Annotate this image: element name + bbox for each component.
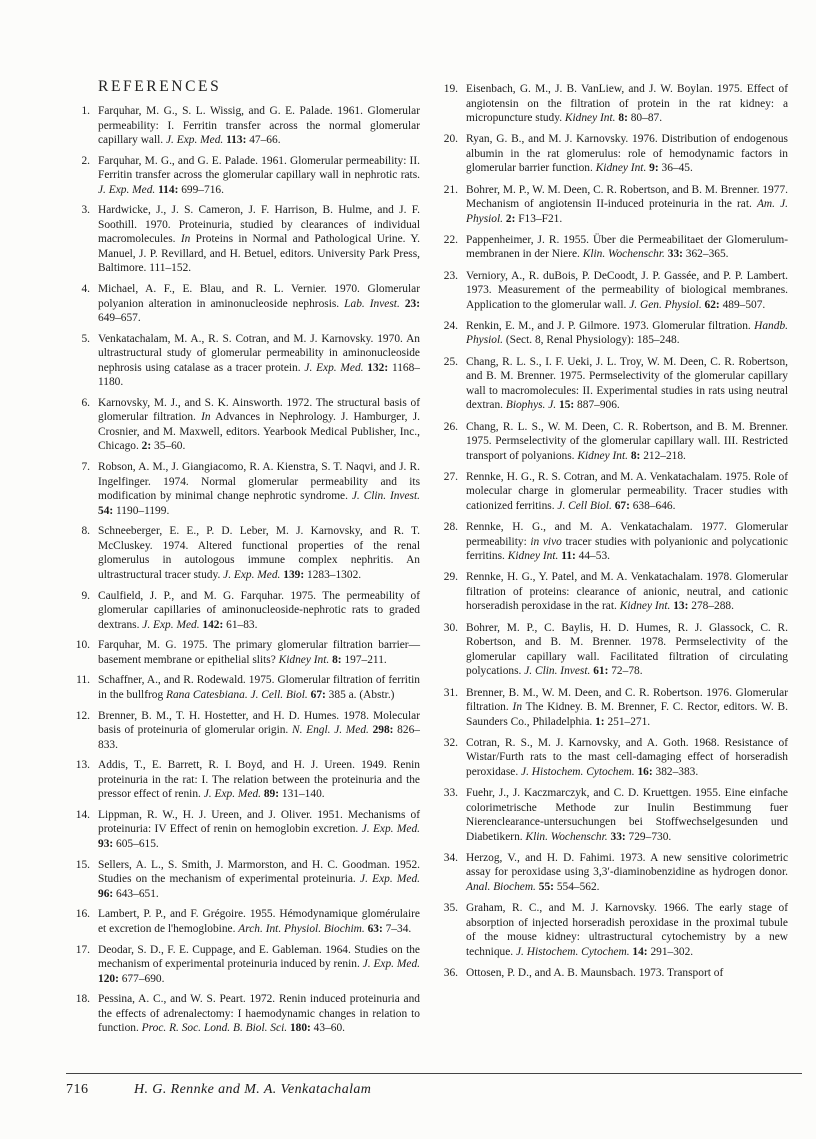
reference-entry (434, 319, 788, 348)
reference-number: 6 . (66, 396, 90, 411)
reference-entry (66, 154, 420, 198)
reference-entry (434, 621, 788, 679)
reference-number: 7 . (66, 460, 90, 475)
reference-text: Hardwicke, J., J. S. Cameron, J. F. Harrison, B. Hulme, and J. F. Soothill. 1970. Proteinuria, studied by clearances of individual macromolecules. In Proteins in Normal and Pathological Urine. Y. Manuel, J. P. Revillard, and H. Betuel, editors. University Park Press, Baltimore. 111–152. (98, 204, 420, 275)
reference-text: Cotran, R. S., M. J. Karnovsky, and A. Goth. 1968. Resistance of Wistar/Furth rats to the mast cell-damaging effect of horseradish peroxidase. J. Histochem. Cytochem. 16: 382–383. (466, 736, 788, 778)
reference-entry (434, 901, 788, 959)
reference-text: Rennke, H. G., and M. A. Venkatachalam. 1977. Glomerular permeability: in vivo tracer studies with polyanionic and polycationic ferritins. Kidney Int. 11: 44–53. (466, 521, 788, 563)
reference-entry (66, 808, 420, 852)
reference-number: 10 . (66, 638, 90, 653)
reference-text: Robson, A. M., J. Giangiacomo, R. A. Kienstra, S. T. Naqvi, and J. R. Ingelfinger. 1974. Normal glomerular permeability and its modification by minimal change nephrotic syndrome. J. Clin. Invest. 54: 1190–1199. (98, 461, 420, 517)
reference-text: Fuehr, J., J. Kaczmarczyk, and C. D. Kruettgen. 1955. Eine einfache colorimetrische Methode zur Inulin Bestimmung fuer Nierenclearance-untersuchungen bei Stoffwechselgesunden und Diabetikern. Klin. Wochenschr. 33: 729–730. (466, 787, 788, 843)
reference-number: 35 . (434, 901, 458, 916)
reference-entry (66, 638, 420, 667)
reference-number: 28 . (434, 520, 458, 535)
reference-number: 16 . (66, 907, 90, 922)
reference-number: 1 . (66, 104, 90, 119)
reference-text: Farquhar, M. G. 1975. The primary glomerular filtration barrier—basement membrane or epithelial slits? Kidney Int. 8: 197–211. (98, 639, 420, 666)
reference-text: Bohrer, M. P., C. Baylis, H. D. Humes, R. J. Glassock, C. R. Robertson, and B. M. Brenner. 1978. Permselectivity of the glomerular capillary wall. Facilitated filtration of circulating polycations. J. Clin. Invest. 61: 72–78. (466, 621, 788, 678)
reference-text: Brenner, B. M., W. M. Deen, and C. R. Robertson. 1976. Glomerular filtration. In The Kidney. B. M. Brenner, F. C. Rector, editors. W. B. Saunders Co., Philadelphia. 1: 251–271. (466, 686, 788, 728)
reference-text: Addis, T., E. Barrett, R. I. Boyd, and H. J. Ureen. 1949. Renin proteinuria in the rat: I. The relation between the proteinuria and the pressor effect of renin. J. Exp. Med. 89: 131–140. (98, 759, 420, 801)
reference-entry (434, 132, 788, 176)
reference-number: 25 . (434, 355, 458, 370)
reference-entry (66, 203, 420, 276)
reference-entry (66, 460, 420, 518)
reference-entry (434, 470, 788, 514)
reference-entry (66, 907, 420, 936)
reference-column-left (66, 104, 420, 1042)
reference-text: Sellers, A. L., S. Smith, J. Marmorston, and H. C. Goodman. 1952. Studies on the mechanism of experimental proteinuria. J. Exp. Med. 96: 643–651. (98, 858, 420, 900)
reference-text: Venkatachalam, M. A., R. S. Cotran, and M. J. Karnovsky. 1970. An ultrastructural study of glomerular permeability in aminonucleoside nephrosis using catalase as a tracer protein. J. Exp. Med. 132: 1168–1180. (98, 332, 420, 389)
reference-entry (434, 82, 788, 126)
reference-entry (66, 673, 420, 702)
reference-column-right (434, 82, 788, 987)
references-heading: REFERENCES (98, 78, 222, 95)
reference-number: 2 . (66, 154, 90, 169)
reference-text: Pappenheimer, J. R. 1955. Über die Permeabilitaet der Glomerulum-membranen in der Niere. Klin. Wochenschr. 33: 362–365. (466, 233, 788, 261)
reference-number: 3 . (66, 203, 90, 218)
reference-text: Deodar, S. D., F. E. Cuppage, and E. Gableman. 1964. Studies on the mechanism of experimental proteinuria induced by renin. J. Exp. Med. 120: 677–690. (98, 943, 420, 985)
reference-number: 22 . (434, 233, 458, 248)
reference-text: Verniory, A., R. duBois, P. DeCoodt, J. P. Gassée, and P. P. Lambert. 1973. Measurement of the permeability of biological membranes. Application to the glomerular wall. J. Gen. Physiol. 62: 489–507. (466, 269, 788, 311)
reference-text: Chang, R. L. S., I. F. Ueki, J. L. Troy, W. M. Deen, C. R. Robertson, and B. M. Brenner. 1975. Permselectivity of the glomerular capillary wall to macromolecules: II. Experimental studies in rats using neutral dextran. Biophys. J. 15: 887–906. (466, 355, 788, 412)
reference-text: Graham, R. C., and M. J. Karnovsky. 1966. The early stage of absorption of injected horseradish peroxidase in the proximal tubule of the mouse kidney: ultrastructural cytochemistry by a new technique. J. Histochem. Cytochem. 14: 291–302. (466, 902, 788, 958)
reference-entry (66, 332, 420, 390)
reference-number: 31 . (434, 686, 458, 701)
reference-text: Ottosen, P. D., and A. B. Maunsbach. 1973. Transport of (466, 967, 724, 980)
reference-text: Karnovsky, M. J., and S. K. Ainsworth. 1972. The structural basis of glomerular filtration. In Advances in Nephrology. J. Hamburger, J. Crosnier, and M. Maxwell, editors. Yearbook Medical Publisher, Inc., Chicago. 2: 35–60. (98, 396, 420, 453)
reference-text: Caulfield, J. P., and M. G. Farquhar. 1975. The permeability of glomerular capillaries of aminonucleoside-nephrotic rats to graded dextrans. J. Exp. Med. 142: 61–83. (98, 589, 420, 631)
reference-number: 12 . (66, 709, 90, 724)
reference-text: Herzog, V., and H. D. Fahimi. 1973. A new sensitive colorimetric assay for peroxidase using 3,3′-diaminobenzidine as hydrogen donor. Anal. Biochem. 55: 554–562. (466, 851, 788, 893)
reference-entry (434, 420, 788, 464)
reference-number: 8 . (66, 524, 90, 539)
reference-number: 4 . (66, 282, 90, 297)
reference-text: Chang, R. L. S., W. M. Deen, C. R. Robertson, and B. M. Brenner. 1975. Permselectivity of the glomerular capillary wall. III. Restricted transport of polyanions. Kidney Int. 8: 212–218. (466, 420, 788, 462)
reference-number: 5 . (66, 332, 90, 347)
reference-number: 14 . (66, 808, 90, 823)
reference-text: Pessina, A. C., and W. S. Peart. 1972. Renin induced proteinuria and the effects of adrenalectomy: I haemodynamic changes in relation to function. Proc. R. Soc. Lond. B. Biol. Sci. 180: 43–60. (98, 993, 420, 1035)
reference-entry (434, 686, 788, 730)
reference-text: Ryan, G. B., and M. J. Karnovsky. 1976. Distribution of endogenous albumin in the rat glomerulus: role of hemodynamic factors in glomerular barrier function. Kidney Int. 9: 36–45. (466, 133, 788, 175)
reference-number: 13 . (66, 758, 90, 773)
reference-entry (66, 104, 420, 148)
reference-entry (434, 520, 788, 564)
reference-entry (66, 992, 420, 1036)
reference-number: 26 . (434, 420, 458, 435)
reference-number: 17 . (66, 943, 90, 958)
reference-entry (66, 858, 420, 902)
reference-text: Schaffner, A., and R. Rodewald. 1975. Glomerular filtration of ferritin in the bullfrog Rana Catesbiana. J. Cell. Biol. 67: 385 a. (Abstr.) (98, 674, 420, 701)
reference-text: Farquhar, M. G., and G. E. Palade. 1961. Glomerular permeability: II. Ferritin transfer across the glomerular capillary wall in nephrotic rats. J. Exp. Med. 114: 699–716. (98, 154, 420, 196)
reference-number: 21 . (434, 183, 458, 198)
reference-number: 20 . (434, 132, 458, 147)
reference-entry (66, 758, 420, 802)
reference-entry (66, 589, 420, 633)
reference-entry (434, 851, 788, 895)
page-number: 716 (66, 1082, 89, 1097)
reference-text: Bohrer, M. P., W. M. Deen, C. R. Robertson, and B. M. Brenner. 1977. Mechanism of angiotensin II-induced proteinuria in the rat. Am. J. Physiol. 2: F13–F21. (466, 183, 788, 225)
reference-text: Michael, A. F., E. Blau, and R. L. Vernier. 1970. Glomerular polyanion alteration in aminonucleoside nephrosis. Lab. Invest. 23: 649–657. (98, 283, 421, 325)
reference-entry (434, 570, 788, 614)
reference-text: Renkin, E. M., and J. P. Gilmore. 1973. Glomerular filtration. Handb. Physiol. (Sect. 8, Renal Physiology): 185–248. (466, 319, 788, 347)
reference-number: 27 . (434, 470, 458, 485)
reference-text: Lambert, P. P., and F. Grégoire. 1955. Hémodynamique glomérulaire et excretion de l'hemoglobine. Arch. Int. Physiol. Biochim. 63: 7–34. (98, 908, 420, 935)
reference-text: Schneeberger, E. E., P. D. Leber, M. J. Karnovsky, and R. T. McCluskey. 1974. Altered functional properties of the renal glomerulus in autologous immune complex nephritis. An ultrastructural tracer study. J. Exp. Med. 139: 1283–1302. (98, 525, 420, 581)
reference-entry (434, 786, 788, 844)
reference-text: Eisenbach, G. M., J. B. VanLiew, and J. W. Boylan. 1975. Effect of angiotensin on the filtration of protein in the rat kidney: a micropuncture study. Kidney Int. 8: 80–87. (466, 83, 788, 124)
reference-entry (66, 282, 420, 326)
reference-text: Farquhar, M. G., S. L. Wissig, and G. E. Palade. 1961. Glomerular permeability: I. Ferritin transfer across the normal glomerular capillary wall. J. Exp. Med. 113: 47–66. (98, 105, 420, 146)
reference-number: 23 . (434, 269, 458, 284)
reference-entry (66, 396, 420, 454)
footer-rule (66, 1073, 802, 1074)
reference-number: 9 . (66, 589, 90, 604)
reference-number: 19 . (434, 82, 458, 97)
reference-number: 32 . (434, 736, 458, 751)
reference-number: 30 . (434, 621, 458, 636)
reference-entry (66, 943, 420, 987)
reference-number: 34 . (434, 851, 458, 866)
reference-number: 18 . (66, 992, 90, 1007)
reference-entry (434, 269, 788, 313)
reference-number: 29 . (434, 570, 458, 585)
reference-entry (434, 355, 788, 413)
reference-entry (66, 524, 420, 582)
reference-text: Rennke, H. G., Y. Patel, and M. A. Venkatachalam. 1978. Glomerular filtration of proteins: clearance of anionic, neutral, and cationic horseradish peroxidase in the rat. Kidney Int. 13: 278–288. (466, 571, 788, 613)
reference-number: 36 . (434, 966, 458, 981)
reference-text: Rennke, H. G., R. S. Cotran, and M. A. Venkatachalam. 1975. Role of molecular charge in glomerular permeability. Tracer studies with cationized ferritins. J. Cell Biol. 67: 638–646. (466, 470, 788, 512)
reference-entry (434, 966, 788, 981)
reference-entry (434, 736, 788, 780)
reference-number: 11 . (66, 673, 90, 688)
reference-number: 15 . (66, 858, 90, 873)
reference-entry (66, 709, 420, 753)
reference-text: Lippman, R. W., H. J. Ureen, and J. Oliver. 1951. Mechanisms of proteinuria: IV Effect of renin on hemoglobin excretion. J. Exp. Med. 93: 605–615. (98, 808, 420, 850)
running-head-authors: H. G. Rennke and M. A. Venkatachalam (134, 1082, 372, 1097)
reference-number: 33 . (434, 786, 458, 801)
reference-entry (434, 233, 788, 262)
reference-number: 24 . (434, 319, 458, 334)
reference-entry (434, 183, 788, 227)
reference-text: Brenner, B. M., T. H. Hostetter, and H. D. Humes. 1978. Molecular basis of proteinuria of glomerular origin. N. Engl. J. Med. 298: 826–833. (98, 709, 420, 751)
